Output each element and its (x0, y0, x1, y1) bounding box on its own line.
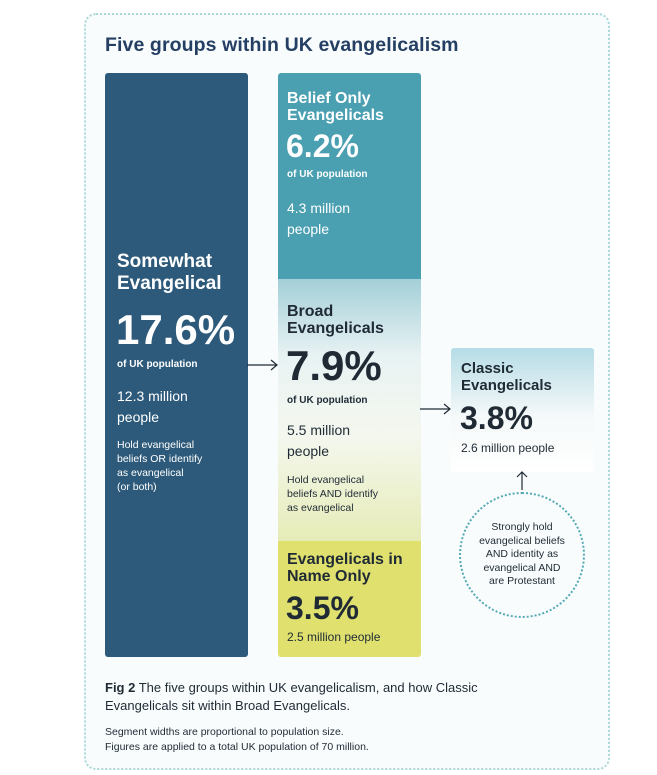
name-only-percent: 3.5% (286, 590, 359, 626)
broad-evangelicals-box (278, 279, 421, 541)
somewhat-desc-line: Hold evangelical (117, 439, 195, 451)
somewhat-percent: 17.6% (116, 306, 236, 353)
somewhat-name-line1: Somewhat (117, 251, 213, 272)
classic-definition-line: evangelical beliefs (479, 534, 565, 547)
classic-definition-line: evangelical AND (483, 561, 561, 574)
belief-only-people-line1: 4.3 million (287, 200, 351, 216)
classic-evangelicals-box (451, 348, 594, 472)
name-only-name-line1: Evangelicals in (287, 551, 403, 568)
broad-people-line2: people (287, 443, 330, 459)
broad-name-line1: Broad (287, 303, 334, 320)
arrow-right-icon (246, 358, 280, 372)
belief-only-name-line2: Evangelicals (287, 107, 384, 124)
classic-definition-line: Strongly hold (491, 521, 553, 534)
somewhat-name-line2: Evangelical (117, 273, 222, 294)
classic-definition-text (479, 521, 565, 589)
somewhat-desc-line: beliefs OR identify (117, 453, 203, 465)
belief-only-box (278, 73, 421, 279)
belief-only-percent-label: of UK population (287, 169, 368, 180)
name-only-name-line2: Name Only (287, 568, 371, 585)
broad-desc-line: Hold evangelical (287, 474, 365, 486)
figure-label: Fig 2 (105, 680, 136, 695)
figure-notes (105, 725, 525, 755)
somewhat-evangelical-box (105, 73, 248, 657)
classic-definition-line: AND identity as (485, 548, 559, 561)
somewhat-people-line1: 12.3 million (117, 388, 188, 404)
somewhat-desc-line: (or both) (117, 481, 157, 493)
figure-title: Five groups within UK evangelicalism (105, 34, 459, 56)
belief-only-name-line1: Belief Only (287, 90, 371, 107)
classic-percent: 3.8% (460, 400, 533, 436)
figure-note: Segment widths are proportional to population size. (105, 726, 344, 738)
arrow-right-icon (419, 402, 453, 416)
figure-caption (105, 679, 525, 715)
classic-name-line1: Classic (461, 360, 514, 377)
figure-caption-text: The five groups within UK evangelicalism, and how Classic Evangelicals sit within Broad Evangelicals. (105, 680, 478, 713)
broad-percent-label: of UK population (287, 395, 368, 406)
name-only-box (278, 541, 421, 657)
broad-people-line1: 5.5 million (287, 422, 351, 438)
somewhat-desc-line: as evangelical (117, 467, 184, 479)
arrow-up-icon (515, 470, 529, 492)
classic-definition-line: are Protestant (489, 575, 555, 588)
belief-only-percent: 6.2% (286, 128, 359, 164)
broad-desc-line: beliefs AND identify (287, 488, 379, 500)
belief-only-people-line2: people (287, 221, 330, 237)
somewhat-percent-label: of UK population (117, 359, 198, 370)
broad-desc-line: as evangelical (287, 502, 354, 514)
classic-name-line2: Evangelicals (461, 377, 552, 394)
broad-name-line2: Evangelicals (287, 320, 384, 337)
name-only-people: 2.5 million people (287, 630, 381, 644)
classic-people: 2.6 million people (461, 441, 555, 455)
figure-note: Figures are applied to a total UK population of 70 million. (105, 741, 369, 753)
somewhat-people-line2: people (117, 409, 160, 425)
classic-definition-circle (459, 492, 585, 618)
broad-percent: 7.9% (286, 342, 382, 389)
